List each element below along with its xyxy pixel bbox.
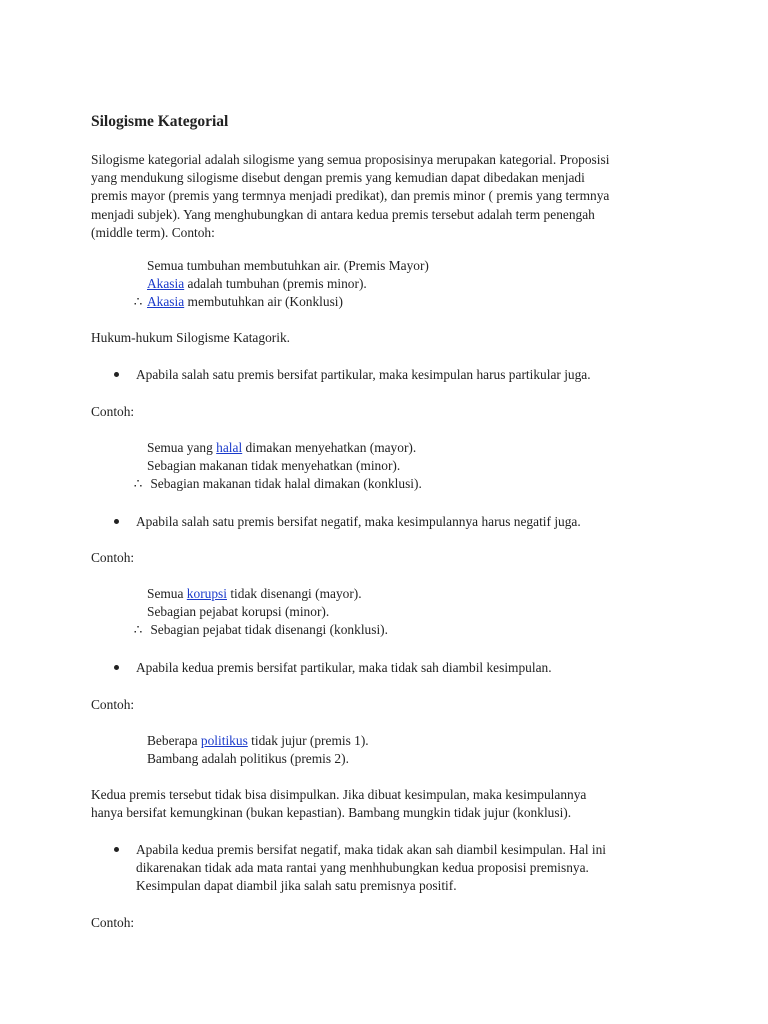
example-line xyxy=(147,275,429,293)
example-line xyxy=(133,621,388,639)
rule-2: Apabila salah satu premis bersifat negatif, maka kesimpulannya harus negatif juga. xyxy=(136,514,581,529)
intro-line: menjadi subjek). Yang menghubungkan di antara kedua premis tersebut adalah term penengah xyxy=(91,206,595,222)
bullet-icon xyxy=(114,665,119,670)
link-politikus[interactable]: politikus xyxy=(200,733,248,748)
example-text: adalah tumbuhan (premis minor). xyxy=(184,276,367,292)
rule-1: Apabila salah satu premis bersifat partikular, maka kesimpulan harus partikular juga. xyxy=(136,367,591,382)
contoh-label: Contoh: xyxy=(91,404,135,419)
therefore-symbol: ∴ xyxy=(133,294,143,310)
example-text: membutuhkan air (Konklusi) xyxy=(184,294,343,310)
example-line: Semua tumbuhan membutuhkan air. (Premis Mayor) xyxy=(147,258,429,273)
rule-4 xyxy=(136,841,606,896)
link-akasia[interactable]: Akasia xyxy=(147,276,185,292)
rule-line: Apabila kedua premis bersifat negatif, maka tidak akan sah diambil kesimpulan. Hal ini xyxy=(136,842,607,857)
example-line xyxy=(133,293,429,311)
therefore-symbol: ∴ xyxy=(133,622,143,638)
example-main xyxy=(133,257,429,312)
link-halal[interactable]: halal xyxy=(216,440,243,455)
intro-paragraph xyxy=(91,151,609,242)
contoh-label: Contoh: xyxy=(91,697,135,712)
example-text: dimakan menyehatkan (mayor). xyxy=(242,440,417,455)
bullet-icon xyxy=(114,372,119,377)
conclusion-line: Kedua premis tersebut tidak bisa disimpulkan. Jika dibuat kesimpulan, maka kesimpulannya xyxy=(91,787,587,802)
intro-line: yang mendukung silogisme disebut dengan premis yang kemudian dapat dibedakan menjadi xyxy=(91,170,585,186)
conclusion-line: hanya bersifat kemungkinan (bukan kepastian). Bambang mungkin tidak jujur (konklusi). xyxy=(91,805,572,821)
example-line: Bambang adalah politikus (premis 2). xyxy=(147,751,349,767)
example-line: Sebagian makanan tidak menyehatkan (minor). xyxy=(147,458,401,474)
example-line xyxy=(147,732,369,750)
example-text: Sebagian makanan tidak halal dimakan (konklusi). xyxy=(147,476,422,492)
conclusion-paragraph xyxy=(91,786,586,822)
rule-line: dikarenakan tidak ada mata rantai yang menhhubungkan kedua proposisi premisnya. xyxy=(136,860,589,876)
example-line xyxy=(147,585,388,603)
rule-3: Apabila kedua premis bersifat partikular, maka tidak sah diambil kesimpulan. xyxy=(136,660,552,675)
example-text: Sebagian pejabat tidak disenangi (konklusi). xyxy=(147,622,388,638)
link-akasia[interactable]: Akasia xyxy=(147,294,185,310)
intro-line: Silogisme kategorial adalah silogisme yang semua proposisinya merupakan kategorial. Proposisi xyxy=(91,152,610,167)
page-title: Silogisme Kategorial xyxy=(91,113,229,130)
contoh-label: Contoh: xyxy=(91,550,135,565)
example-text: Beberapa xyxy=(147,733,201,748)
rule-line: Kesimpulan dapat diambil jika salah satu premisnya positif. xyxy=(136,878,457,894)
example-text: Semua yang xyxy=(147,440,217,455)
therefore-symbol: ∴ xyxy=(133,476,143,492)
intro-line: (middle term). Contoh: xyxy=(91,224,215,240)
laws-heading: Hukum-hukum Silogisme Katagorik. xyxy=(91,330,290,345)
example-2 xyxy=(133,585,388,640)
bullet-icon xyxy=(114,847,119,852)
intro-line: premis mayor (premis yang termnya menjadi predikat), dan premis minor ( premis yang termnya xyxy=(91,188,610,204)
contoh-label: Contoh: xyxy=(91,915,135,930)
link-korupsi[interactable]: korupsi xyxy=(186,586,227,601)
example-3 xyxy=(147,732,369,768)
example-text: tidak jujur (premis 1). xyxy=(247,733,369,748)
example-1 xyxy=(133,439,422,494)
example-text: Semua xyxy=(147,586,187,601)
example-line xyxy=(147,439,422,457)
bullet-icon xyxy=(114,519,119,524)
example-text: tidak disenangi (mayor). xyxy=(226,586,362,601)
example-line: Sebagian pejabat korupsi (minor). xyxy=(147,604,330,620)
example-line xyxy=(133,475,422,493)
